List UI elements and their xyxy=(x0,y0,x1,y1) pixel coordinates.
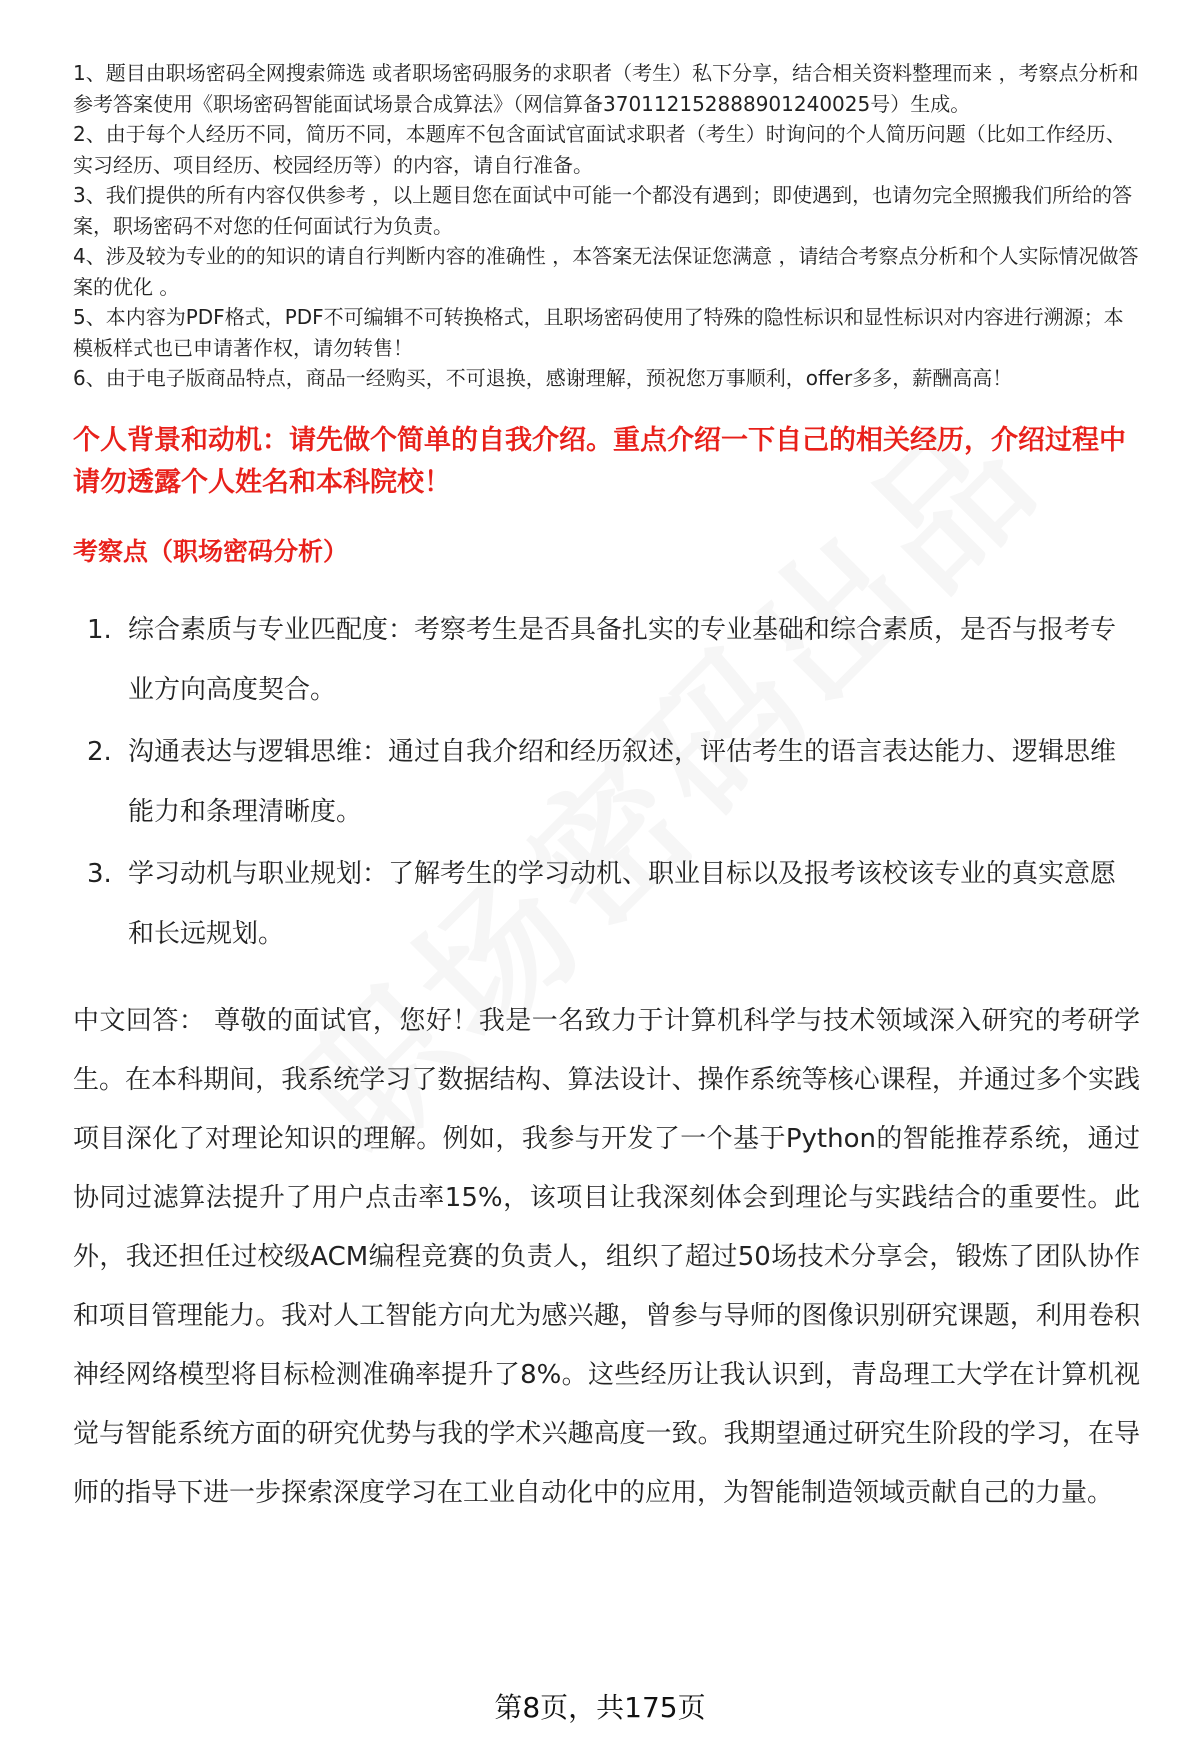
disclaimer-item: 1、题目由职场密码全网搜索筛选 或者职场密码服务的求职者（考生）私下分享，结合相关资料整理而来 ，考察点分析和参考答案使用《职场密码智能面试场景合成算法》（网信算备370112152888901240025号）生成。 xyxy=(73,61,1139,116)
point-number: 3. xyxy=(87,858,112,889)
disclaimer-block xyxy=(73,58,1140,394)
disclaimer-item: 5、本内容为PDF格式，PDF不可编辑不可转换格式，且职场密码使用了特殊的隐性标识和显性标识对内容进行溯源；本模板样式也已申请著作权，请勿转售！ xyxy=(73,305,1124,360)
page-number: 第8页，共175页 xyxy=(494,1691,706,1724)
analysis-point xyxy=(73,722,1140,842)
analysis-point xyxy=(73,844,1140,964)
analysis-points-list xyxy=(73,600,1140,964)
point-text: 学习动机与职业规划：了解考生的学习动机、职业目标以及报考该校该专业的真实意愿和长远规划。 xyxy=(128,858,1117,949)
disclaimer-item: 4、涉及较为专业的的知识的请自行判断内容的准确性 ，本答案无法保证您满意 ，请结合考察点分析和个人实际情况做答案的优化 。 xyxy=(73,244,1139,299)
analysis-section-title: 考察点（职场密码分析） xyxy=(73,536,349,566)
disclaimer-item: 2、由于每个人经历不同，简历不同，本题库不包含面试官面试求职者（考生）时询问的个人简历问题（比如工作经历、实习经历、项目经历、校园经历等）的内容，请自行准备。 xyxy=(73,122,1126,177)
analysis-point xyxy=(73,600,1140,720)
point-number: 2. xyxy=(87,736,112,767)
interview-question: 个人背景和动机：请先做个简单的自我介绍。重点介绍一下自己的相关经历，介绍过程中请勿透露个人姓名和本科院校！ xyxy=(73,424,1126,498)
point-text: 综合素质与专业匹配度：考察考生是否具备扎实的专业基础和综合素质，是否与报考专业方向高度契合。 xyxy=(128,614,1117,705)
disclaimer-item: 3、我们提供的所有内容仅供参考 ，以上题目您在面试中可能一个都没有遇到；即使遇到，也请勿完全照搬我们所给的答案，职场密码不对您的任何面试行为负责。 xyxy=(73,183,1133,238)
point-number: 1. xyxy=(87,614,112,645)
point-text: 沟通表达与逻辑思维：通过自我介绍和经历叙述，评估考生的语言表达能力、逻辑思维能力和条理清晰度。 xyxy=(128,736,1117,827)
disclaimer-item: 6、由于电子版商品特点，商品一经购买，不可退换，感谢理解，预祝您万事顺利，offer多多，薪酬高高！ xyxy=(73,366,1013,390)
chinese-answer: 中文回答： 尊敬的面试官，您好！我是一名致力于计算机科学与技术领域深入研究的考研学生。在本科期间，我系统学习了数据结构、算法设计、操作系统等核心课程，并通过多个实践项目深化了对理论知识的理解。例如，我参与开发了一个基于Python的智能推荐系统，通过协同过滤算法提升了用户点击率15%，该项目让我深刻体会到理论与实践结合的重要性。此外，我还担任过校级ACM编程竞赛的负责人，组织了超过50场技术分享会，锻炼了团队协作和项目管理能力。我对人工智能方向尤为感兴趣，曾参与导师的图像识别研究课题，利用卷积神经网络模型将目标检测准确率提升了8%。这些经历让我认识到，青岛理工大学在计算机视觉与智能系统方面的研究优势与我的学术兴趣高度一致。我期望通过研究生阶段的学习，在导师的指导下进一步探索深度学习在工业自动化中的应用，为智能制造领域贡献自己的力量。 xyxy=(73,1005,1140,1508)
